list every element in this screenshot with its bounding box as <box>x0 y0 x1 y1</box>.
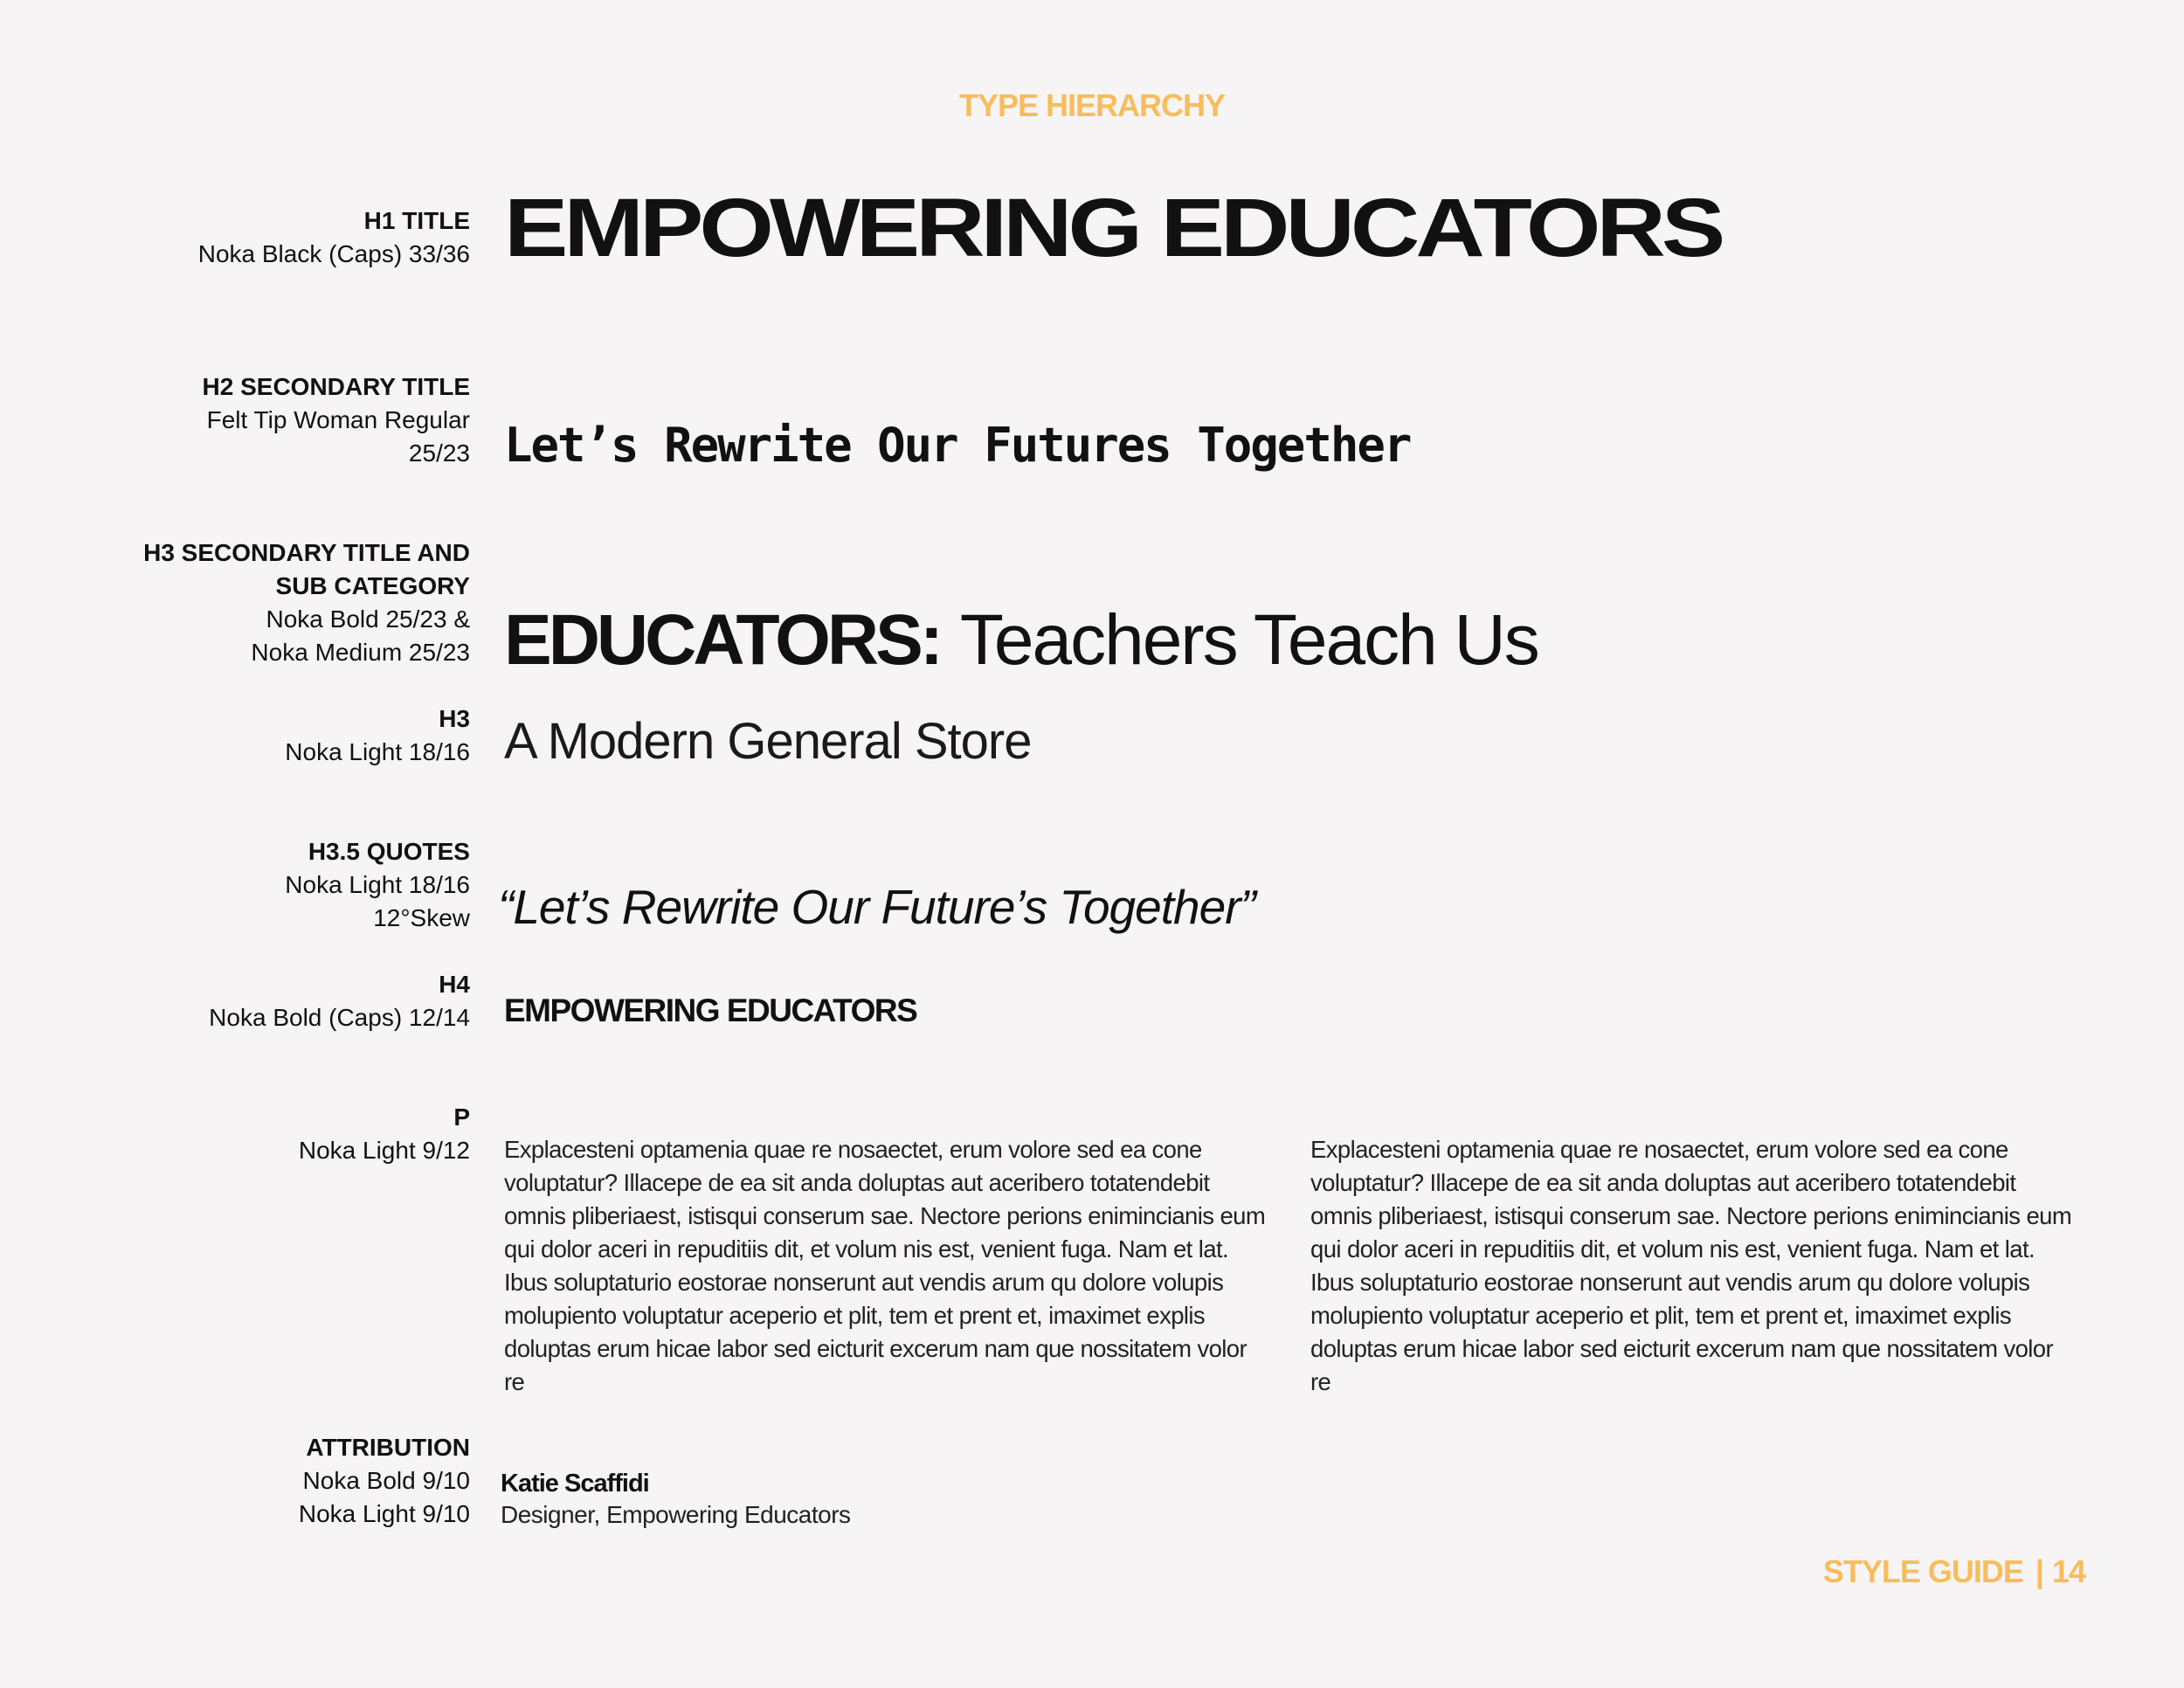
label-p-name: P <box>453 1103 470 1131</box>
label-h4-name: H4 <box>439 971 470 998</box>
label-h3-secondary <box>143 536 470 669</box>
label-h3 <box>285 702 470 769</box>
label-p-spec: Noka Light 9/12 <box>298 1137 470 1164</box>
label-h3-secondary-spec-line2: Noka Medium 25/23 <box>251 639 470 666</box>
footer-separator: | <box>2035 1553 2043 1589</box>
label-h3-name: H3 <box>439 705 470 732</box>
label-attribution-spec-line2: Noka Light 9/10 <box>298 1500 470 1527</box>
label-h3-secondary-spec-line1: Noka Bold 25/23 & <box>266 605 470 633</box>
label-attribution-spec-line1: Noka Bold 9/10 <box>302 1467 470 1494</box>
h3-sample: A Modern General Store <box>504 713 1032 770</box>
label-h2 <box>203 370 470 470</box>
label-h1-name: H1 TITLE <box>363 207 470 234</box>
label-h2-name: H2 SECONDARY TITLE <box>202 373 470 400</box>
page-title: TYPE HIERARCHY <box>958 87 1226 123</box>
label-quote-spec-line1: Noka Light 18/16 <box>285 871 470 898</box>
page-number: 14 <box>2051 1553 2085 1589</box>
footer <box>1823 1553 2085 1590</box>
label-h3-secondary-name-line1: H3 SECONDARY TITLE AND <box>143 539 470 566</box>
h3-secondary-medium-text: Teachers Teach Us <box>959 600 1538 680</box>
label-h1-spec: Noka Black (Caps) 33/36 <box>197 240 470 267</box>
h3-secondary-sample <box>504 599 1538 681</box>
label-h2-spec-line1: Felt Tip Woman Regular <box>206 406 470 433</box>
label-quote <box>285 835 470 935</box>
quote-sample: “Let’s Rewrite Our Future’s Together” <box>498 880 1255 934</box>
paragraph-sample-left: Explacesteni optamenia quae re nosaectet, erum volore sed ea cone voluptatur? Illacepe de ea sit anda doluptas aut aceribero totatendebit omnis pliberiaest, istisqui conserum sae. Nectore perions enimincianis eum qui dolor aceri in repuditiis dit, et volum nis est, venient fuga. Nam et lat. Ibus soluptaturio eostorae nonserunt aut vendis arum qu dolore volupis molupiento voluptatur aceperio et plit, tem et prent et, imaximet explis doluptas erum hicae labor sed eicturit excerum nam que nossitatem volor re <box>504 1136 1266 1395</box>
label-h3-secondary-name-line2: SUB CATEGORY <box>275 572 470 599</box>
label-quote-spec-line2: 12°Skew <box>373 904 470 931</box>
attribution-role: Designer, Empowering Educators <box>501 1501 851 1528</box>
label-h4-spec: Noka Bold (Caps) 12/14 <box>209 1004 470 1031</box>
h4-sample: EMPOWERING EDUCATORS <box>504 993 917 1028</box>
label-attribution-name: ATTRIBUTION <box>306 1434 470 1461</box>
h2-sample: Let’s Rewrite Our Futures Together <box>504 418 1411 473</box>
attribution-name: Katie Scaffidi <box>501 1470 649 1498</box>
label-h2-spec-line2: 25/23 <box>408 439 470 467</box>
paragraph-sample-right: Explacesteni optamenia quae re nosaectet, erum volore sed ea cone voluptatur? Illacepe de ea sit anda doluptas aut aceribero totatendebit omnis pliberiaest, istisqui conserum sae. Nectore perions enimincianis eum qui dolor aceri in repuditiis dit, et volum nis est, venient fuga. Nam et lat. Ibus soluptaturio eostorae nonserunt aut vendis arum qu dolore volupis molupiento voluptatur aceperio et plit, tem et prent et, imaximet explis doluptas erum hicae labor sed eicturit excerum nam que nossitatem volor re <box>1310 1136 2072 1395</box>
footer-label: STYLE GUIDE <box>1822 1553 2023 1589</box>
label-quote-name: H3.5 QUOTES <box>308 838 470 865</box>
label-h3-spec: Noka Light 18/16 <box>285 738 470 765</box>
label-attribution <box>299 1431 470 1531</box>
label-h1 <box>198 204 470 271</box>
label-p <box>299 1101 470 1167</box>
label-h4 <box>209 968 470 1034</box>
h3-secondary-bold-text: EDUCATORS: <box>504 600 941 680</box>
h1-sample: EMPOWERING EDUCATORS <box>504 181 1722 274</box>
